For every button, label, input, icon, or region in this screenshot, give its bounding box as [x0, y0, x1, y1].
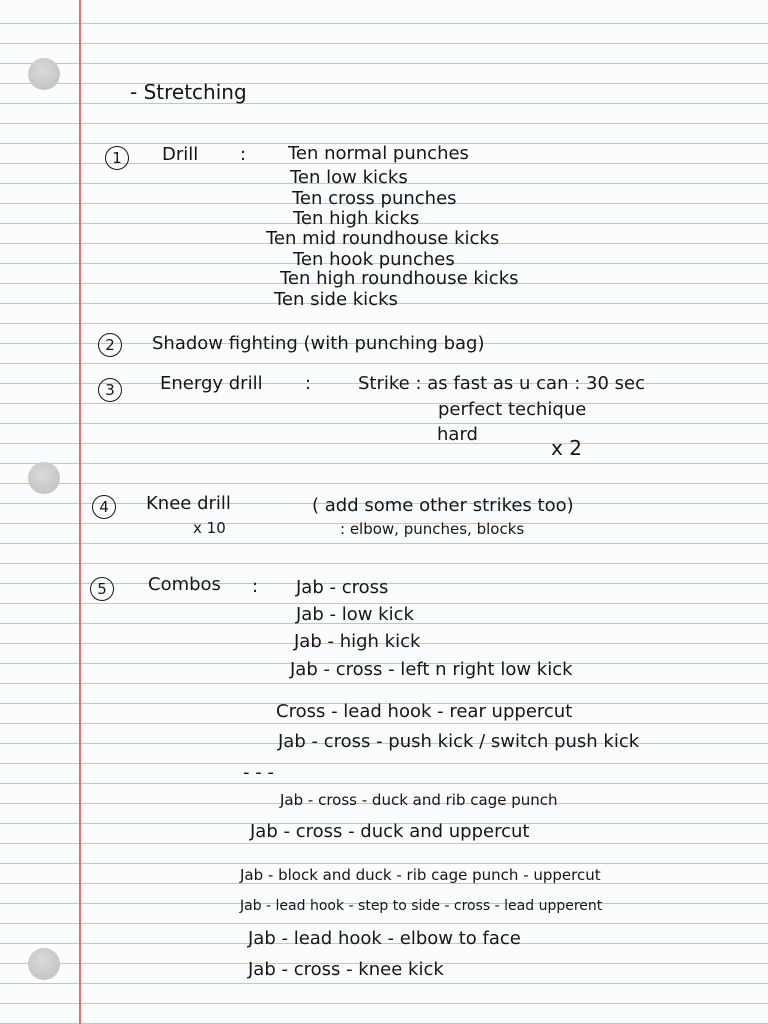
- section-3-label: Energy drill: [160, 373, 263, 394]
- combo-item: Jab - lead hook - elbow to face: [248, 928, 521, 949]
- section-5-colon: :: [252, 576, 259, 597]
- margin-line: [79, 0, 81, 1024]
- section-4-label: Knee drill: [146, 493, 231, 514]
- drill-item: Ten low kicks: [290, 167, 408, 188]
- combo-item: Jab - high kick: [294, 631, 421, 652]
- knee-note: ( add some other strikes too): [312, 495, 574, 516]
- section-1-colon: :: [240, 144, 247, 165]
- combo-item: Jab - cross: [296, 577, 389, 598]
- drill-item: Ten hook punches: [293, 249, 455, 270]
- combo-item: Jab - low kick: [296, 604, 414, 625]
- punch-hole-middle: [28, 462, 60, 494]
- page-title: - Stretching: [130, 80, 247, 104]
- combo-item: Jab - block and duck - rib cage punch - uppercut: [240, 866, 601, 884]
- section-2-text: Shadow fighting (with punching bag): [152, 333, 485, 354]
- combo-item: Jab - cross - push kick / switch push kick: [278, 731, 640, 752]
- energy-repeat: x 2: [551, 436, 582, 460]
- section-5-number: 5: [90, 577, 114, 601]
- section-1-label: Drill: [162, 144, 199, 165]
- energy-technique: perfect techique: [438, 399, 587, 420]
- section-5-label: Combos: [148, 574, 221, 595]
- drill-item: Ten cross punches: [292, 188, 457, 209]
- section-3-colon: :: [305, 373, 312, 394]
- drill-item: Ten normal punches: [288, 143, 469, 164]
- punch-hole-top: [28, 58, 60, 90]
- drill-item: Ten high kicks: [293, 208, 420, 229]
- combo-item: Cross - lead hook - rear uppercut: [276, 701, 573, 722]
- section-4-number: 4: [92, 495, 116, 519]
- combo-item: Jab - cross - left n right low kick: [290, 659, 573, 680]
- drill-item: Ten high roundhouse kicks: [280, 268, 519, 289]
- drill-item: Ten mid roundhouse kicks: [266, 228, 500, 249]
- combo-separator: - - -: [243, 762, 274, 783]
- combo-item: Jab - lead hook - step to side - cross - lead upperent: [240, 898, 603, 914]
- section-2-number: 2: [98, 333, 122, 357]
- section-3-number: 3: [98, 378, 122, 402]
- drill-item: Ten side kicks: [274, 289, 398, 310]
- combo-item: Jab - cross - duck and uppercut: [250, 821, 530, 842]
- section-1-number: 1: [105, 146, 129, 170]
- knee-repeat: x 10: [193, 519, 226, 537]
- energy-strike: Strike : as fast as u can : 30 sec: [358, 373, 645, 394]
- energy-hard: hard: [437, 424, 478, 445]
- punch-hole-bottom: [28, 948, 60, 980]
- knee-subnote: : elbow, punches, blocks: [340, 520, 525, 538]
- combo-item: Jab - cross - knee kick: [248, 959, 444, 980]
- combo-item: Jab - cross - duck and rib cage punch: [280, 791, 558, 809]
